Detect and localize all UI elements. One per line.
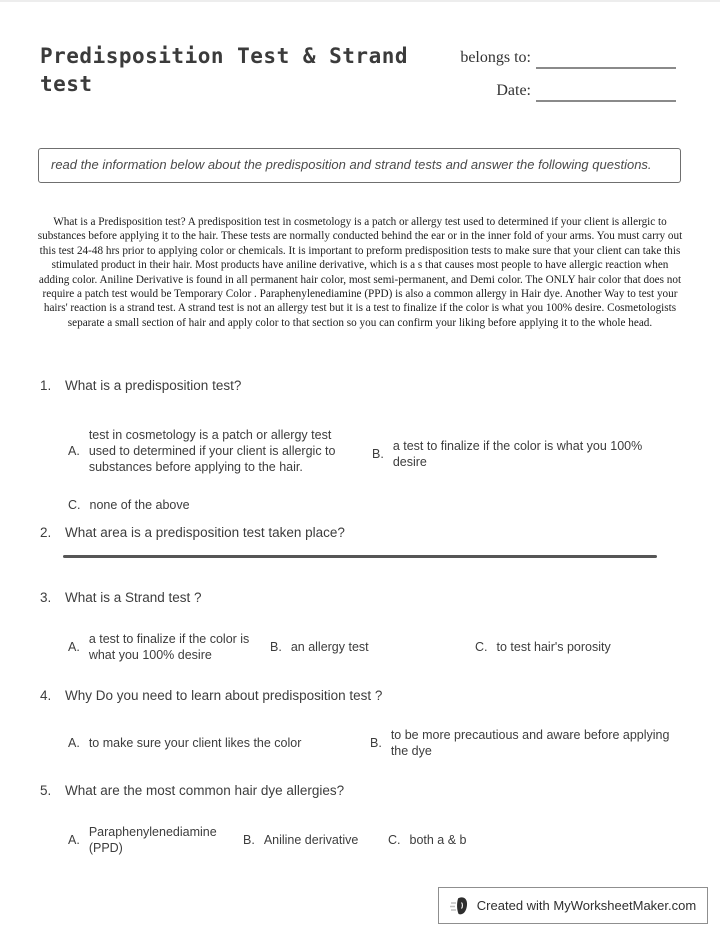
reading-passage: What is a Predisposition test? A predisposition test in cosmetology is a patch or allergy test used to determined if your client is allergic to substances before applying it to the hair. These tests are normally conducted behind the ear or in the inner fold of your arms. You must carry out this test 24-48 hrs prior to applying color or chemicals. It is important to preform predisposition tests to make sure that your client can take this stimulated product in their hair. Most products have aniline derivative, which is a s that causes most people to have allergic reaction when adding color. Aniline Derivative is found in all permanent hair color, most semi-permanent, and Demi color. The ONLY hair color that does not require a patch test would be Temporary Color . Paraphenylenediamine (PPD) is also a common allergy in Hair dye. Another Way to test your hairs' reaction is a strand test. A strand test is not an allergy test but it is a test to finalize if the color is what you 100% desire. Cosmetologists separate a small section of hair and apply color to that section so you can confirm your liking before applying it to the whole head. bbox=[37, 216, 683, 329]
belongs-to-row bbox=[450, 49, 682, 69]
option-text: Paraphenylenediamine (PPD) bbox=[88, 825, 217, 855]
option-b bbox=[370, 727, 670, 759]
option-text: to be more precautious and aware before applying the dye bbox=[390, 728, 670, 758]
question-2-head bbox=[40, 525, 684, 540]
question-3-head bbox=[40, 590, 684, 605]
option-letter: C. bbox=[68, 498, 81, 512]
instructions-box bbox=[38, 148, 681, 183]
question-2 bbox=[40, 525, 684, 540]
option-b bbox=[270, 639, 450, 655]
option-text: a test to finalize if the color is what you 100% desire bbox=[88, 632, 250, 662]
date-label: Date: bbox=[496, 82, 531, 99]
question-1-head bbox=[40, 378, 684, 393]
question-number: 3. bbox=[40, 590, 52, 605]
option-letter: A. bbox=[68, 444, 80, 458]
page-title: Predisposition Test & Strand test bbox=[40, 44, 409, 96]
question-number: 1. bbox=[40, 378, 52, 393]
question-text: What are the most common hair dye allergies? bbox=[65, 783, 345, 798]
date-row bbox=[450, 82, 682, 102]
option-c bbox=[475, 639, 675, 655]
option-a bbox=[68, 427, 360, 475]
question-text: Why Do you need to learn about predisposition test ? bbox=[65, 688, 383, 703]
question-text: What is a predisposition test? bbox=[65, 378, 242, 393]
option-c bbox=[68, 497, 368, 513]
option-text: a test to finalize if the color is what you 100% desire bbox=[392, 439, 643, 469]
question-number: 4. bbox=[40, 688, 52, 703]
option-text: test in cosmetology is a patch or allergy test used to determined if your client is allergic to substances before applying to the hair. bbox=[88, 428, 336, 474]
option-text: none of the above bbox=[89, 498, 190, 512]
option-letter: A. bbox=[68, 833, 80, 847]
question-4-head bbox=[40, 688, 684, 703]
option-letter: B. bbox=[243, 833, 255, 847]
question-5-head bbox=[40, 783, 684, 798]
option-text: to test hair's porosity bbox=[496, 640, 611, 654]
header-fillins bbox=[450, 49, 682, 115]
option-a bbox=[68, 824, 233, 856]
option-b bbox=[372, 438, 672, 470]
option-text: Aniline derivative bbox=[263, 833, 359, 847]
question-5 bbox=[40, 783, 684, 855]
question-number: 2. bbox=[40, 525, 52, 540]
option-text: both a & b bbox=[409, 833, 467, 847]
option-a bbox=[68, 631, 263, 663]
question-3 bbox=[40, 590, 684, 662]
footer-credit-text: Created with MyWorksheetMaker.com bbox=[476, 898, 697, 913]
worksheetmaker-logo-icon bbox=[450, 895, 470, 917]
option-text: to make sure your client likes the color bbox=[88, 736, 302, 750]
option-letter: A. bbox=[68, 640, 80, 654]
option-a bbox=[68, 735, 358, 751]
belongs-to-label: belongs to: bbox=[460, 49, 531, 66]
option-c bbox=[388, 832, 538, 848]
question-text: What is a Strand test ? bbox=[65, 590, 202, 605]
footer-credit-box bbox=[438, 887, 708, 924]
instructions-text: read the information below about the predisposition and strand tests and answer the following questions. bbox=[51, 157, 652, 172]
option-letter: C. bbox=[475, 640, 488, 654]
option-letter: C. bbox=[388, 833, 401, 847]
answer-write-line[interactable] bbox=[63, 555, 657, 558]
belongs-to-line[interactable] bbox=[536, 51, 676, 69]
question-1 bbox=[40, 378, 684, 512]
option-text: an allergy test bbox=[290, 640, 369, 654]
question-number: 5. bbox=[40, 783, 52, 798]
option-letter: B. bbox=[270, 640, 282, 654]
question-4 bbox=[40, 688, 684, 758]
date-line[interactable] bbox=[536, 84, 676, 102]
question-text: What area is a predisposition test taken place? bbox=[65, 525, 345, 540]
option-letter: A. bbox=[68, 736, 80, 750]
option-letter: B. bbox=[372, 447, 384, 461]
option-letter: B. bbox=[370, 736, 382, 750]
